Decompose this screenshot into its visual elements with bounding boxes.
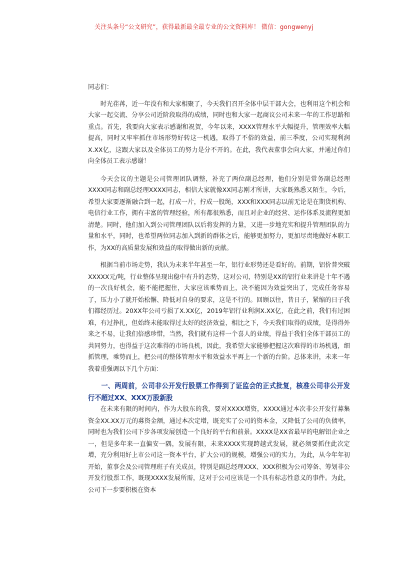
paragraph-2: 今天会议的主题是公司管理团队调整，补充了两位副总经理，他们分别是常务副总经理XXXX同志和副总经理XXXX同志，相信大家就像XX同志刚才所讲，大家既熟悉又陌生，今后，希望大家要逐渐融合到一起，打成一片，拧成一股绳，XXX和XXX同志以前无论是在期货机构、电信行业工作，拥有丰富的管理经验，所有都很熟悉，而且对企业的经营、运作体系及流程更加清楚。同时，他们加入到公司管理团队以后将发挥的力量，又进一步地充实和提升管理团队的力量和水平，同时，也希望两位同志加入到新的群体之后，能够更加努力，更加尽责地做好本职工作，为XX的高质量发展和效益的取得做出新的贡献。: [88, 175, 350, 252]
document-body: [88, 82, 350, 496]
paragraph-1: 时光荏苒，近一年没有和大家相聚了，今天我们召开全体中层干部大会，也利用这个机会和大家一起交流、分享公司近阶段取得的成绩，同时也和大家一起商议公司未来一年的工作思路和重点。首先，我要向大家表示感谢和祝贺，今年以来，XXXX管理水平大幅提升，管理效率大幅提高，同时又牢牢抓住市场形势好转这一机遇，取得了不俗的效益，前三季度，公司实现利润X.XX亿，这跟大家以及全体员工的努力是分不开的。在此，我代表董事会向大家，并通过你们向全体员工表示感谢！: [88, 100, 350, 165]
paragraph-3: 根据当前市场走势，我认为未来半年甚至一年，铝行业形势还是看好的。前期，铝价普突破XXXXX元/吨，行业整体呈现出稳中有升的态势，这对公司，特别是XX的铝行业来讲是十年不遇的一次良好机会，能不能把握住，大家应该乘势而上，决不能因为效益突出了，完成任务容易了，压力小了就开始松懈、降低对自身的要求，这是不行的。回顾以往，昔日子，紧缩的日子我们都经历过。20XX年公司亏损了X.XX亿，2019年铝行业利润X.XX亿，在此之前，我们有过困难，有过挣扎，但始终未能取得过太好的经济效益，相比之下，今天我们取得的成绩，是得得外来之不易，让我们倍感珍惜，当然，我们就有这样一个喜人的业绩，得益于我们全体干部员工的共同努力，也得益于这次难得的市场良机，因此，我希望大家能够把握这次难得的市场机遇，细抓管理，乘势而上，把公司的整体管理水平和效益水平再上一个新的台阶。总体来讲，未来一年我着重强调以下几个方面：: [88, 262, 350, 373]
paragraph-4: 在未来有限的时间内，作为大股东的我，要对XXXX增资，XXXX通过本次非公开发行募集资金XX.XX万元的募资金额，通过本次定增，既充实了公司的资本金，又降低了公司的负债率，同时也为我们公司下步各项发展创造一个良好的平台和前景。XXXX是XX省最早的电解铝企业之一，但是多年来一直偏安一隅，发展有限，未来XXXX实现跨越式发展，就必须要抓住此次定增，充分利用好上市公司这一资本平台，扩大公司的规模，增强公司的实力，为此，从今年年初开始，董事会及公司管理班子有关成员，特别是副总经理XXX、XXX积极为公司筹备、筹划非公开发行股票工作，既现XXXX发展所需，这对于公司应该是一个具有标志性意义的事件。为此，公司下一步要积极在资本: [88, 406, 350, 494]
section-heading: 一、两周前，公司非公开发行股票工作得到了证监会的正式批复，核准公司非公开发行不超过XX、XXX万股新股: [88, 382, 350, 402]
greeting: 同志们：: [88, 84, 113, 91]
promo-banner: 关注头条号“公文研究”，获得最新最全最专业的公文资料库！ 微信：gongwenyj: [94, 24, 314, 31]
